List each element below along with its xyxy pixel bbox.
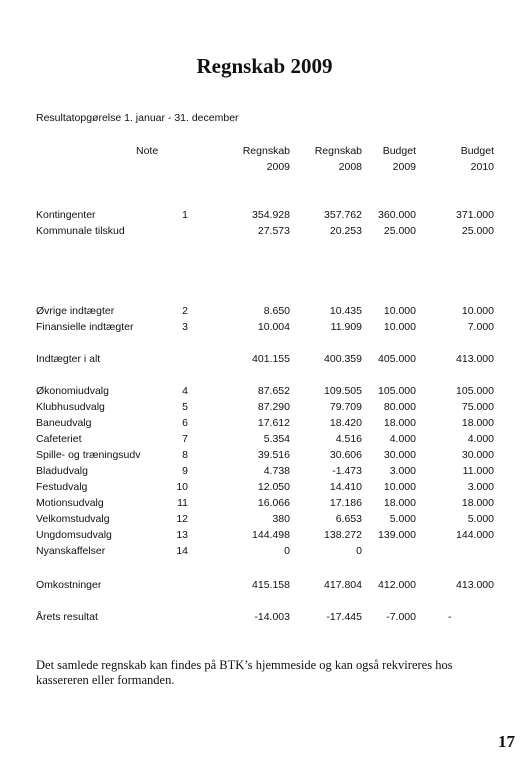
row-regnskab-2008: 0 [356,545,362,557]
header-col3-line2: 2009 [392,161,416,173]
row-label: Årets resultat [36,611,98,623]
row-note: 14 [176,545,188,557]
row-budget-2009: 10.000 [383,305,416,317]
row-budget-2010: 18.000 [461,417,494,429]
row-regnskab-2008: 79.709 [329,401,362,413]
row-regnskab-2009: 17.612 [257,417,290,429]
header-col2-line2: 2008 [338,161,362,173]
header-col4-line2: 2010 [470,161,494,173]
row-budget-2009: -7.000 [386,611,416,623]
row-regnskab-2008: 4.516 [335,433,362,445]
row-budget-2010: 105.000 [456,385,494,397]
row-regnskab-2008: 14.410 [329,481,362,493]
row-regnskab-2009: 87.652 [257,385,290,397]
row-budget-2009: 18.000 [383,497,416,509]
row-regnskab-2009: 16.066 [257,497,290,509]
header-note: Note [136,145,159,157]
row-note: 8 [182,449,188,461]
row-note: 3 [182,321,188,333]
row-note: 10 [176,481,188,493]
row-regnskab-2008: -17.445 [326,611,362,623]
page-number: 17 [498,732,515,751]
row-regnskab-2009: 415.158 [252,579,290,591]
row-budget-2009: 3.000 [389,465,416,477]
row-regnskab-2008: 109.505 [324,385,362,397]
row-regnskab-2009: 380 [272,513,290,525]
header-col1-line2: 2009 [266,161,290,173]
row-budget-2010: 413.000 [456,353,494,365]
row-regnskab-2009: 4.738 [263,465,290,477]
row-regnskab-2008: 357.762 [324,209,362,221]
row-budget-2010: - [448,611,452,623]
row-budget-2010: 413.000 [456,579,494,591]
row-note: 13 [176,529,188,541]
statement-subtitle: Resultatopgørelse 1. januar - 31. december [36,112,239,124]
row-label: Baneudvalg [36,417,92,429]
row-label: Ungdomsudvalg [36,529,112,541]
row-regnskab-2009: 27.573 [257,225,290,237]
row-budget-2009: 4.000 [389,433,416,445]
header-col4-line1: Budget [460,145,494,157]
row-regnskab-2008: 17.186 [329,497,362,509]
row-note: 11 [177,497,188,509]
row-regnskab-2008: 10.435 [329,305,362,317]
row-budget-2010: 371.000 [456,209,494,221]
page-title: Regnskab 2009 [196,54,333,78]
row-budget-2009: 25.000 [383,225,416,237]
header-col3-line1: Budget [382,145,416,157]
row-regnskab-2008: 6.653 [335,513,362,525]
row-budget-2009: 412.000 [378,579,416,591]
row-note: 5 [182,401,188,413]
row-regnskab-2008: 30.606 [329,449,362,461]
row-regnskab-2008: 20.253 [329,225,362,237]
row-budget-2009: 105.000 [378,385,416,397]
row-regnskab-2008: 11.909 [330,321,362,333]
row-label: Øvrige indtægter [36,305,115,317]
row-regnskab-2008: 400.359 [324,353,362,365]
row-regnskab-2009: 87.290 [257,401,290,413]
row-budget-2009: 360.000 [378,209,416,221]
row-label: Motionsudvalg [36,497,104,509]
row-budget-2010: 144.000 [456,529,494,541]
row-label: Festudvalg [36,481,88,493]
row-budget-2010: 10.000 [461,305,494,317]
row-budget-2009: 18.000 [383,417,416,429]
row-label: Nyanskaffelser [36,545,106,557]
row-label: Omkostninger [36,579,102,591]
row-note: 4 [182,385,188,397]
row-regnskab-2009: 12.050 [257,481,290,493]
row-label: Kommunale tilskud [36,225,125,237]
row-label: Bladudvalg [36,465,88,477]
footer-note: Det samlede regnskab kan findes på BTK’s hjemmeside og kan også rekvireres hos kassereren eller formanden. [36,658,453,687]
row-note: 1 [182,209,188,221]
row-regnskab-2008: 417.804 [324,579,362,591]
row-note: 7 [182,433,188,445]
row-regnskab-2009: 0 [284,545,290,557]
row-label: Kontingenter [36,209,96,221]
row-budget-2010: 3.000 [467,481,494,493]
row-budget-2009: 80.000 [383,401,416,413]
row-budget-2010: 18.000 [461,497,494,509]
row-label: Velkomstudvalg [36,513,110,525]
row-regnskab-2008: 18.420 [329,417,362,429]
row-budget-2010: 75.000 [461,401,494,413]
row-budget-2009: 10.000 [383,481,416,493]
row-regnskab-2009: 354.928 [252,209,290,221]
row-label: Finansielle indtægter [36,321,134,333]
row-regnskab-2009: 5.354 [263,433,290,445]
row-label: Indtægter i alt [36,353,101,365]
row-budget-2010: 25.000 [461,225,494,237]
row-label: Cafeteriet [36,433,82,445]
row-regnskab-2009: -14.003 [254,611,290,623]
row-regnskab-2009: 10.004 [257,321,290,333]
row-note: 2 [182,305,188,317]
row-budget-2009: 139.000 [378,529,416,541]
row-budget-2009: 405.000 [378,353,416,365]
row-note: 6 [182,417,188,429]
row-budget-2010: 30.000 [461,449,494,461]
row-note: 9 [182,465,188,477]
row-label: Spille- og træningsudv [36,449,141,461]
header-col2-line1: Regnskab [314,145,362,157]
row-regnskab-2009: 144.498 [252,529,290,541]
row-budget-2010: 4.000 [467,433,494,445]
row-budget-2010: 11.000 [462,465,494,477]
row-regnskab-2008: -1.473 [332,465,362,477]
row-budget-2010: 5.000 [467,513,494,525]
row-regnskab-2009: 401.155 [252,353,290,365]
header-col1-line1: Regnskab [242,145,290,157]
row-regnskab-2009: 39.516 [257,449,290,461]
row-budget-2009: 5.000 [389,513,416,525]
row-label: Økonomiudvalg [36,385,109,397]
row-budget-2010: 7.000 [467,321,494,333]
row-regnskab-2009: 8.650 [263,305,290,317]
row-regnskab-2008: 138.272 [324,529,362,541]
row-budget-2009: 10.000 [383,321,416,333]
row-note: 12 [176,513,188,525]
row-label: Klubhusudvalg [36,401,105,413]
row-budget-2009: 30.000 [383,449,416,461]
